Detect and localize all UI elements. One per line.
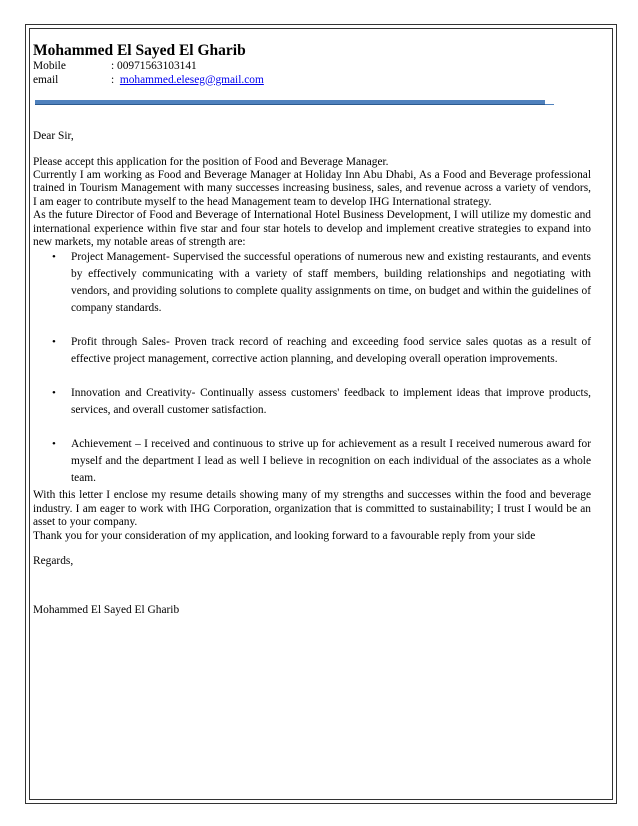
list-item — [52, 249, 591, 317]
mobile-value: : 00971563103141 — [111, 60, 197, 72]
intro-paragraph-3: As the future Director of Food and Beverage of International Hotel Business Development, I will utilize my domestic and international experience within five star and four star hotels to develop and implement creative strategies to expand into new markets, my notable areas of strength are: — [33, 209, 591, 249]
closing-paragraph-1: With this letter I enclose my resume details showing many of my strengths and successes within the food and beverage industry. I am eager to work with IHG Corporation, organization that is committed to sustainability; I trust I would be an asset to your company. — [33, 489, 591, 529]
mobile-row — [33, 60, 591, 74]
bullet-icon: • — [52, 251, 56, 264]
list-item — [52, 385, 591, 419]
applicant-name: Mohammed El Sayed El Gharib — [33, 42, 246, 59]
header-divider-tail — [545, 104, 554, 105]
bullet-icon: • — [52, 437, 56, 450]
list-item — [52, 436, 591, 487]
strengths-list — [33, 249, 591, 486]
email-row — [33, 74, 591, 88]
email-separator: : — [111, 73, 115, 86]
mobile-label: Mobile — [33, 60, 66, 72]
bullet-icon: • — [52, 386, 56, 399]
intro-paragraph-2: Currently I am working as Food and Beverage Manager at Holiday Inn Abu Dhabi, As a Food and Beverage professional trained in Tourism Management with many successes increasing business, sales, and revenue across a variety of vendors, I am eager to contribute myself to the head Management team to develop IHG International strategy. — [33, 169, 591, 208]
email-label: email — [33, 73, 59, 86]
regards: Regards, — [33, 555, 74, 568]
email-link[interactable]: mohammed.eleseg@gmail.com — [119, 73, 264, 86]
intro-paragraph-1: Please accept this application for the position of Food and Beverage Manager. — [33, 155, 389, 168]
strength-text: Project Management- Supervised the successful operations of numerous new and existing restaurants, and events by effectively communicating with a variety of staff members, building relationships and negotiating with vendors, and providing solutions to complete quality assignments on time, on budget and within the guidelines of company standards. — [71, 251, 591, 315]
list-item — [52, 334, 591, 368]
bullet-icon: • — [52, 336, 56, 349]
strength-text: Innovation and Creativity- Continually assess customers' feedback to implement ideas that improve products, services, and overall customer satisfaction. — [71, 386, 591, 416]
signature-name: Mohammed El Sayed El Gharib — [33, 604, 180, 617]
strength-text: Profit through Sales- Proven track record of reaching and exceeding food service sales quotas as a result of effective project management, corrective action planning, and developing overall operation improvements. — [71, 336, 591, 365]
cover-letter — [33, 42, 591, 618]
strength-text: Achievement – I received and continuous to strive up for achievement as a result I received numerous award for myself and the department I lead as well I believe in recognition on each individual of the associates as a whole team. — [71, 437, 591, 484]
closing-paragraph-2: Thank you for your consideration of my application, and looking forward to a favourable reply from your side — [33, 529, 536, 542]
header-divider — [35, 100, 545, 105]
salutation: Dear Sir, — [33, 130, 74, 143]
